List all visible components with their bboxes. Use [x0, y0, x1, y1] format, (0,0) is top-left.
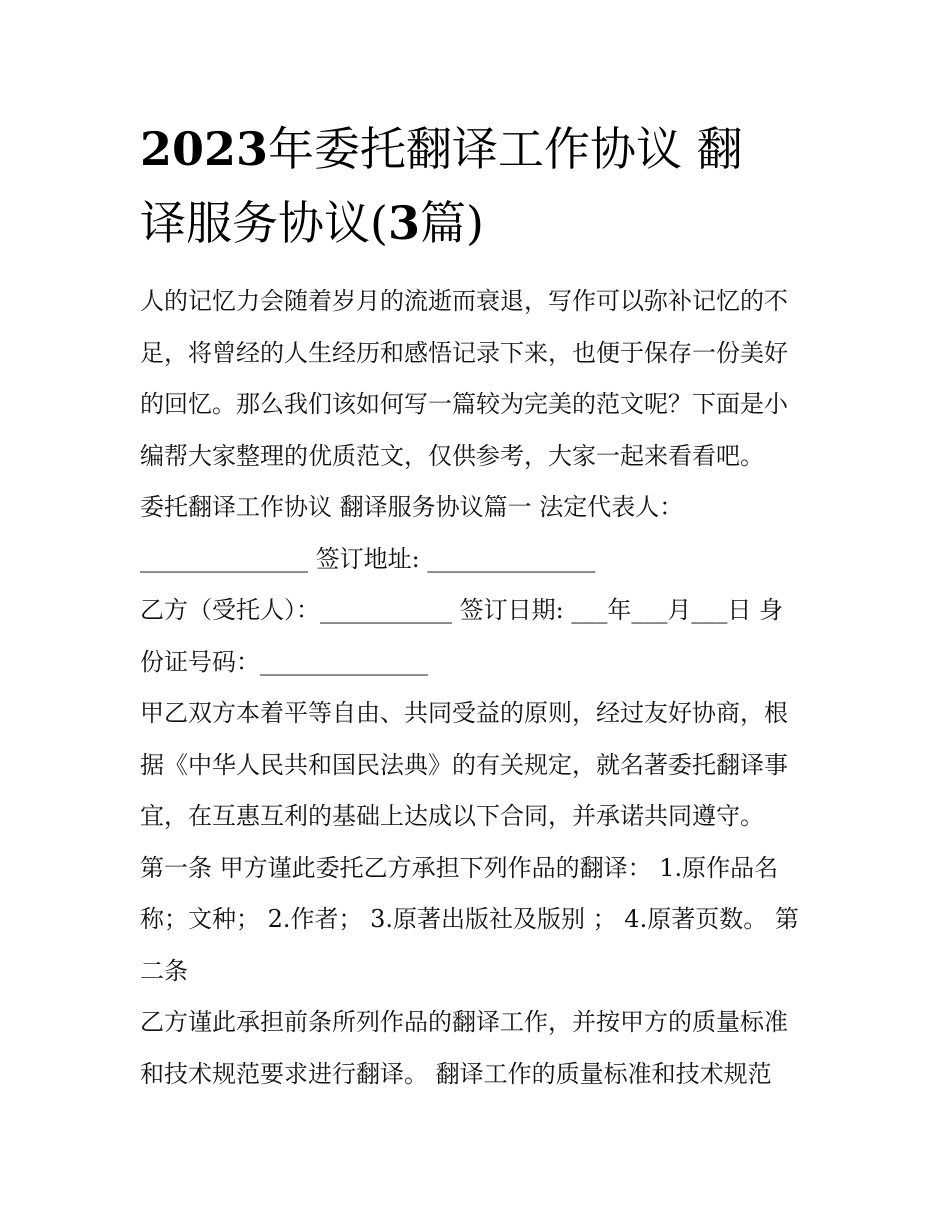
document-body [140, 276, 820, 1100]
body-line: 乙方谨此承担前条所列作品的翻译工作，并按甲方的质量标准 [140, 1008, 788, 1036]
document-title [140, 112, 820, 260]
body-line: 和技术规范要求进行翻译。 翻译工作的质量标准和技术规范 [140, 1059, 772, 1088]
body-line: 的回忆。那么我们该如何写一篇较为完美的范文呢？下面是小 [140, 390, 788, 418]
body-line: 宜，在互惠互利的基础上达成以下合同，并承诺共同遵守。 [140, 802, 764, 830]
body-line: ______________ 签订地址: ______________ [140, 544, 596, 573]
body-line: 第一条 甲方谨此委托乙方承担下列作品的翻译： 1.原作品名 [140, 853, 779, 882]
body-line: 人的记忆力会随着岁月的流逝而衰退，写作可以弥补记忆的不 [140, 287, 788, 315]
body-line: 乙方（受托人）：___________ 签订日期: ___年___月___日 身 [140, 596, 783, 624]
body-line: 份证号码：______________ [140, 647, 428, 676]
title-count: 3 [387, 196, 420, 250]
title-line2-text-b: 篇) [419, 196, 484, 250]
body-line: 称；文种； 2.作者； 3.原著出版社及版别 ； 4.原著页数。 第 [140, 905, 799, 933]
body-line: 足，将曾经的人生经历和感悟记录下来，也便于保存一份美好 [140, 338, 788, 367]
title-line2-text-a: 译服务协议( [140, 196, 388, 250]
body-line: 甲乙双方本着平等自由、共同受益的原则，经过友好协商，根 [140, 699, 788, 727]
body-line: 编帮大家整理的优质范文，仅供参考，大家一起来看看吧。 [140, 441, 764, 470]
title-year: 2023 [140, 122, 269, 176]
body-line: 据《中华人民共和国民法典》的有关规定，就名著委托翻译事 [140, 750, 788, 779]
title-line1-text: 年委托翻译工作协议 翻 [268, 122, 743, 176]
body-line: 委托翻译工作协议 翻译服务协议篇一 法定代表人： [140, 493, 684, 521]
body-line: 二条 [140, 956, 188, 985]
